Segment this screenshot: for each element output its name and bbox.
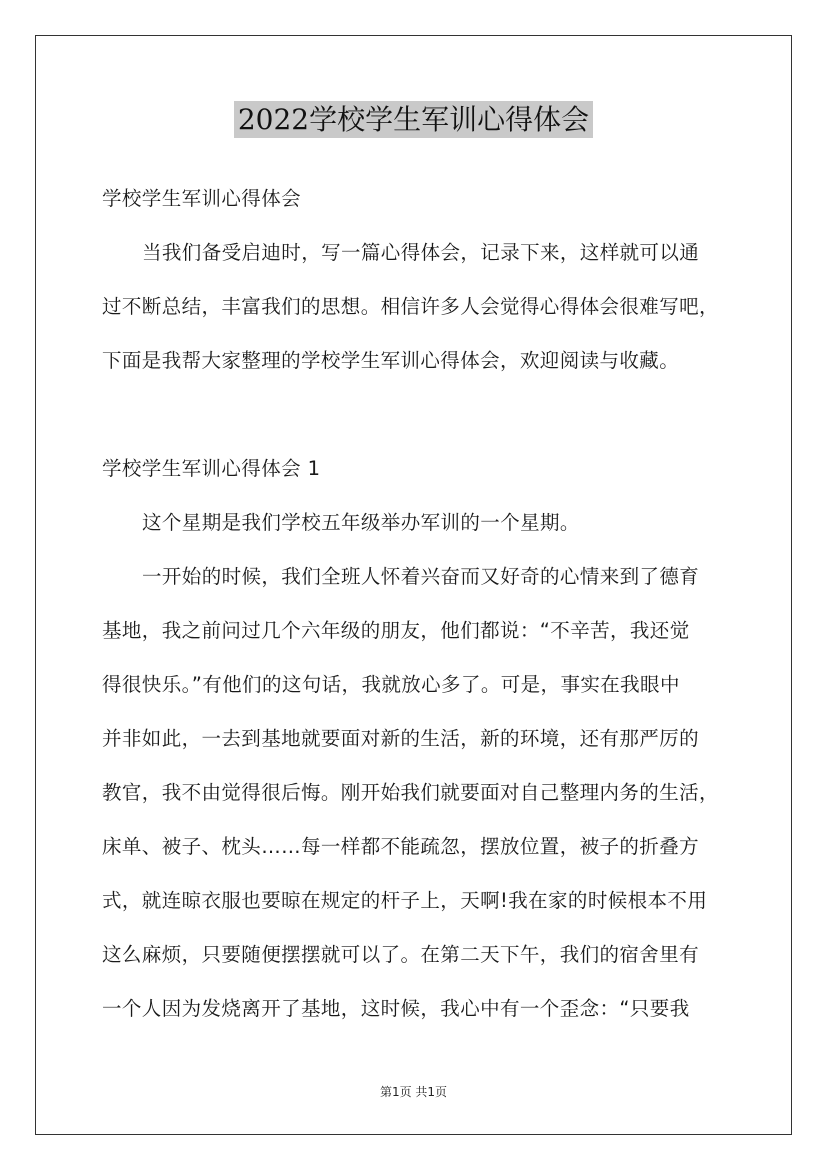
paragraph-line: 基地，我之前问过几个六年级的朋友，他们都说：“不辛苦，我还觉 [102,619,690,642]
paragraph-line: 床单、被子、枕头……每一样都不能疏忽，摆放位置，被子的折叠方 [102,835,700,858]
intro-line: 过不断总结，丰富我们的思想。相信许多人会觉得心得体会很难写吧， [102,295,719,318]
intro-line: 下面是我帮大家整理的学校学生军训心得体会，欢迎阅读与收藏。 [102,349,680,372]
paragraph-line: 这个星期是我们学校五年级举办军训的一个星期。 [142,511,580,534]
paragraph-line: 并非如此，一去到基地就要面对新的生活，新的环境，还有那严厉的 [102,727,700,750]
intro-line: 当我们备受启迪时，写一篇心得体会，记录下来，这样就可以通 [142,241,700,264]
paragraph-line: 这么麻烦，只要随便摆摆就可以了。在第二天下午，我们的宿舍里有 [102,943,700,966]
section-heading: 学校学生军训心得体会 1 [102,457,321,480]
page-footer: 第1页 共1页 [379,1085,448,1099]
paragraph-line: 一个人因为发烧离开了基地，这时候，我心中有一个歪念：“只要我 [102,997,690,1020]
document-title: 2022学校学生军训心得体会 [0,98,827,138]
paragraph-line: 式，就连晾衣服也要晾在规定的杆子上，天啊!我在家的时候根本不用 [102,889,708,912]
paragraph-line: 教官，我不由觉得很后悔。刚开始我们就要面对自己整理内务的生活， [102,781,719,804]
paragraph-line: 一开始的时候，我们全班人怀着兴奋而又好奇的心情来到了德育 [142,565,700,588]
paragraph-line: 得很快乐。”有他们的这句话，我就放心多了。可是，事实在我眼中 [102,673,680,696]
document-subtitle: 学校学生军训心得体会 [102,187,302,210]
